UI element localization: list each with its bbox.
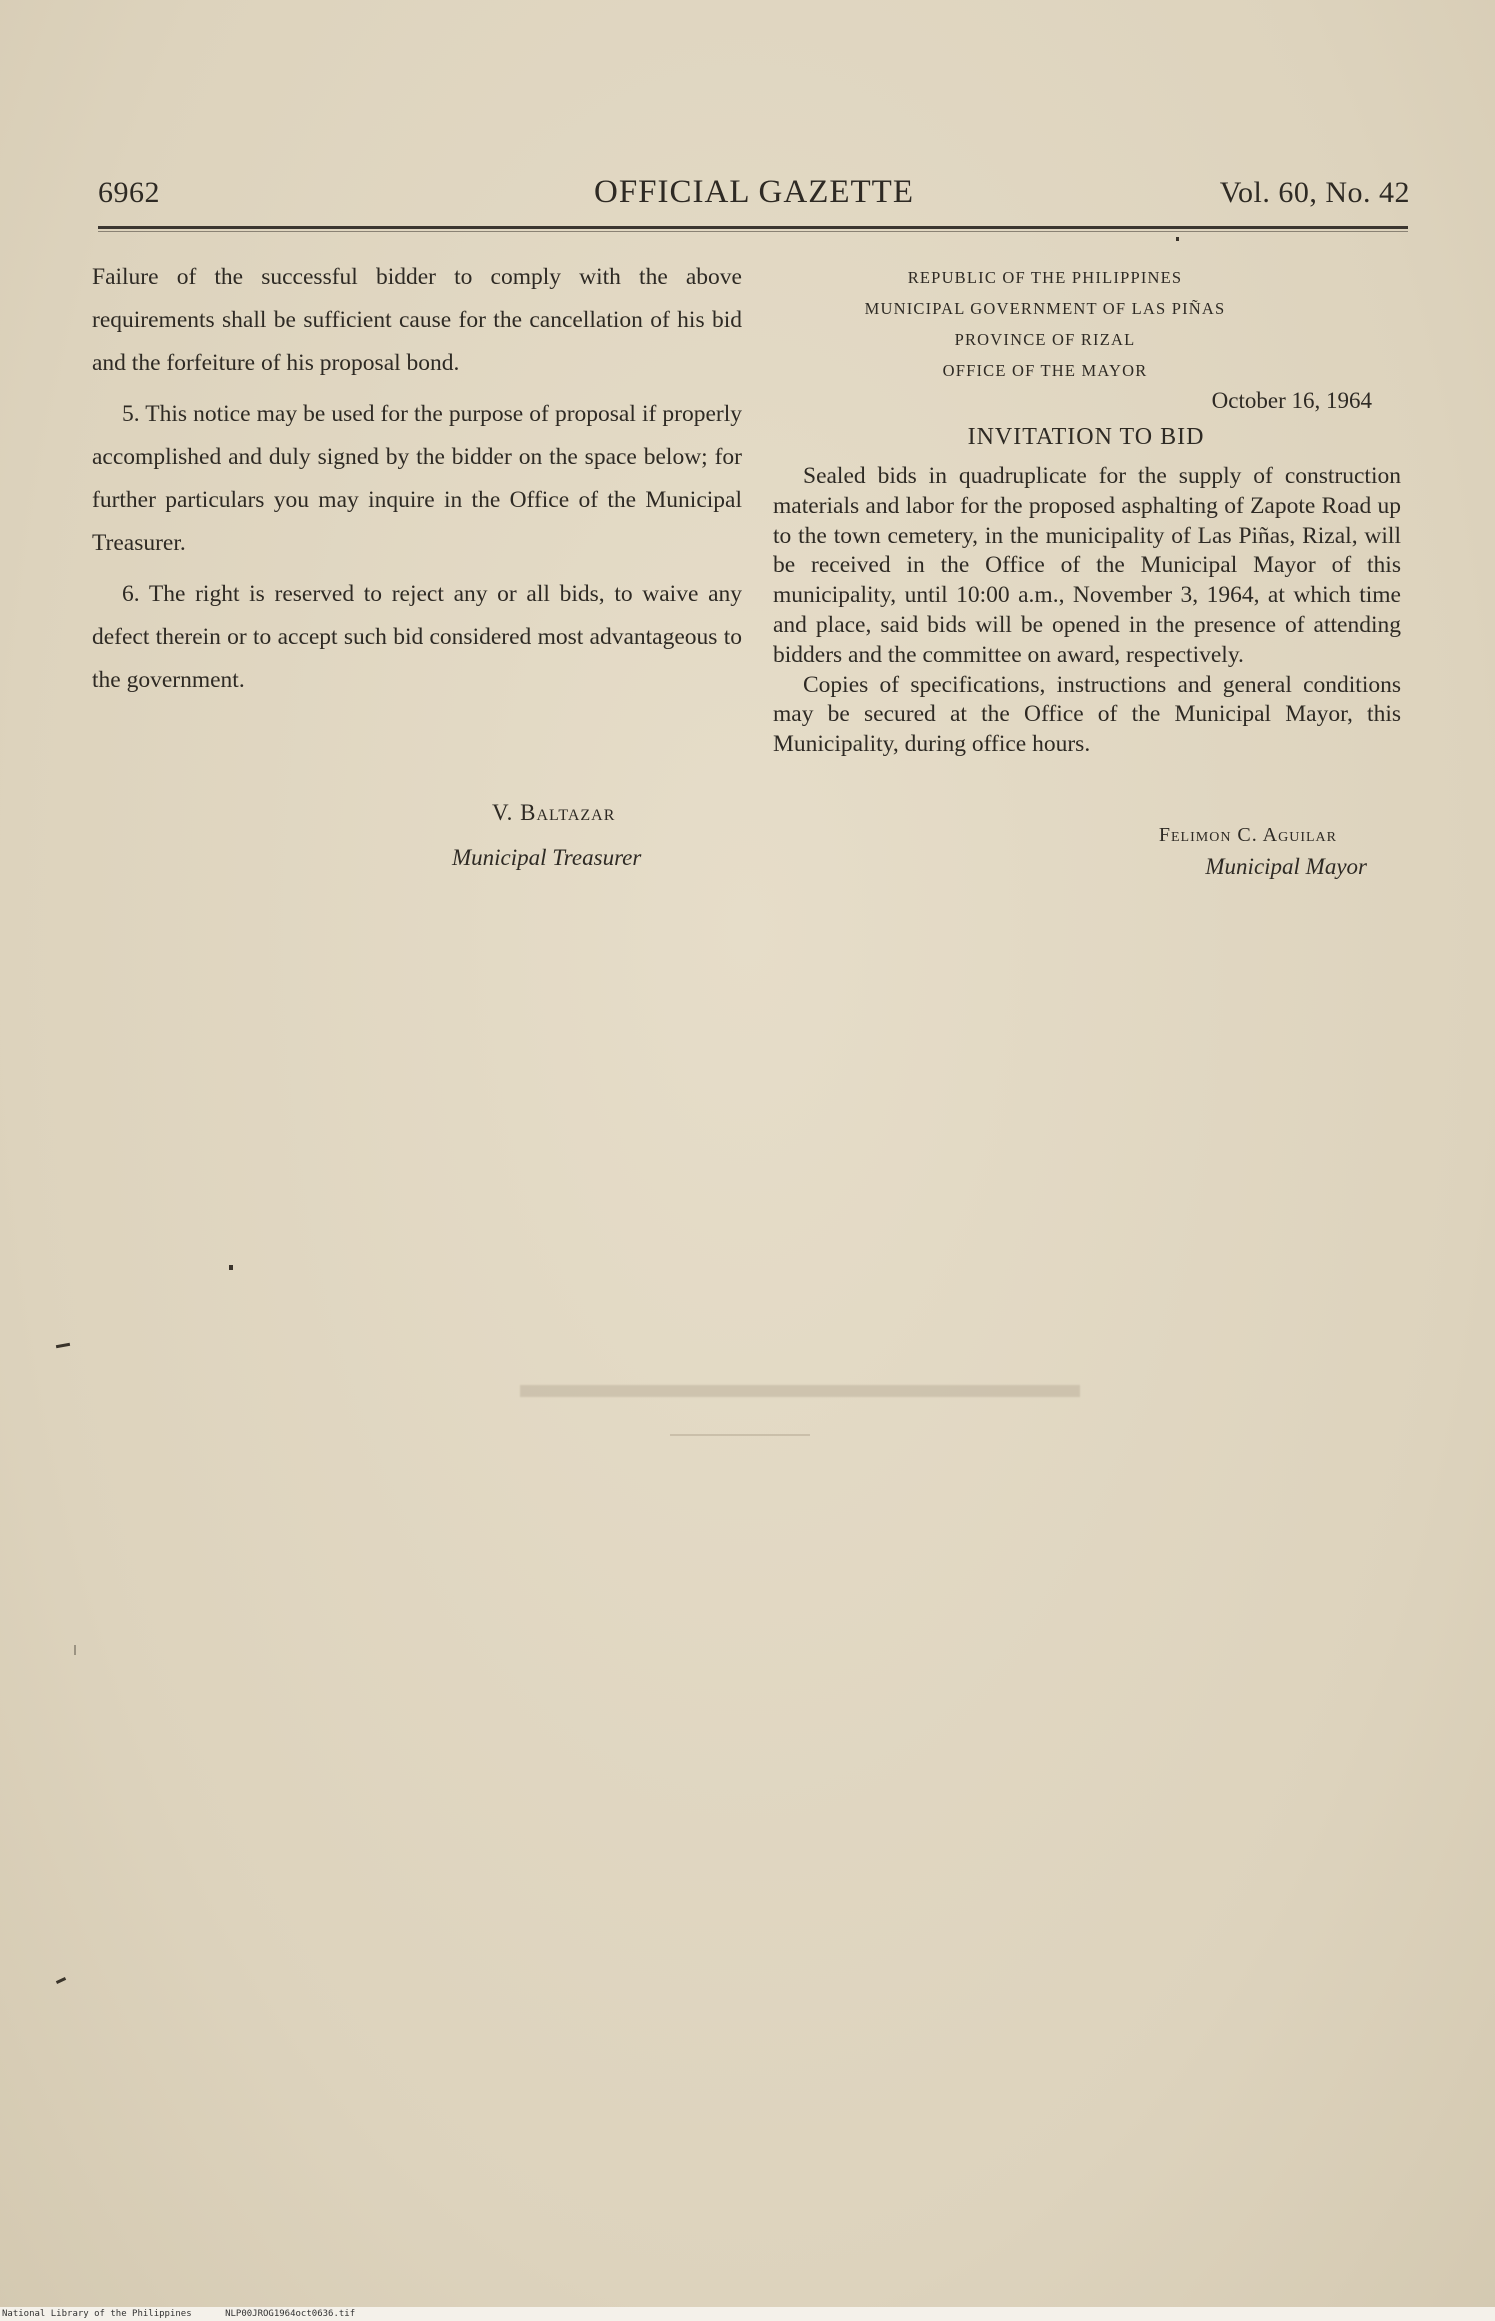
letterhead-line-province: PROVINCE OF RIZAL	[954, 330, 1136, 349]
scan-mark	[229, 1265, 233, 1270]
page-number: 6962	[98, 176, 160, 209]
letterhead-line-republic: REPUBLIC OF THE PHILIPPINES	[907, 268, 1183, 287]
notice-body	[773, 462, 1401, 760]
page-header	[98, 172, 1410, 218]
bleed-through-heading: ▬▬▬▬▬▬▬▬▬▬▬▬▬▬	[520, 1361, 1080, 1406]
scan-mark	[74, 1645, 76, 1655]
mayor-signature-name: Felimon C. Aguilar	[1158, 824, 1337, 846]
letterhead-line-office: OFFICE OF THE MAYOR	[942, 361, 1148, 380]
header-rule	[98, 226, 1408, 229]
bleed-through-rule	[670, 1434, 810, 1436]
left-paragraph-5: 5. This notice may be used for the purpose of proposal if properly accomplished and duly signed by the bidder on the space below; for further particulars you may inquire in the Office of the Municipal Treasurer.	[92, 401, 742, 556]
treasurer-signature-name: V. Baltazar	[492, 800, 616, 825]
scan-footer	[0, 2307, 1495, 2321]
scan-mark	[56, 1977, 66, 1984]
notice-paragraph-1: Sealed bids in quadruplicate for the supply of construction materials and labor for the proposed asphalting of Zapote Road up to the town cemetery, in the municipality of Las Piñas, Rizal, will be received in the Office of the Municipal Mayor of this municipality, until 10:00 a.m., November 3, 1964, at which time and place, said bids will be opened in the presence of attending bidders and the committee on award, respectively.	[773, 463, 1401, 668]
footer-filename: NLP00JROG1964oct0636.tif	[225, 2309, 356, 2319]
notice-paragraph-2: Copies of specifications, instructions and general conditions may be secured at the Office of the Municipal Mayor, this Municipality, during office hours.	[773, 671, 1401, 758]
mayor-signature-title: Municipal Mayor	[1205, 854, 1367, 879]
letterhead-line-municipal: MUNICIPAL GOVERNMENT OF LAS PIÑAS	[864, 299, 1226, 318]
treasurer-signature-title: Municipal Treasurer	[452, 845, 642, 870]
left-paragraph-6: 6. The right is reserved to reject any or all bids, to waive any defect therein or to accept such bid considered most advantageous to the government.	[92, 581, 742, 693]
notice-title: INVITATION TO BID	[967, 424, 1205, 450]
footer-source: National Library of the Philippines	[2, 2309, 192, 2319]
scan-mark	[1176, 237, 1179, 241]
notice-letterhead	[780, 262, 1310, 386]
left-paragraph-continuation: Failure of the successful bidder to comply with the above requirements shall be sufficient cause for the cancellation of his bid and the forfeiture of his proposal bond.	[92, 264, 742, 376]
left-column	[92, 256, 742, 702]
volume-number: Vol. 60, No. 42	[1219, 176, 1410, 209]
notice-date: October 16, 1964	[1211, 388, 1372, 413]
header-rule-thin	[98, 231, 1408, 232]
publication-title: OFFICIAL GAZETTE	[594, 174, 914, 210]
scan-mark	[56, 1343, 70, 1348]
